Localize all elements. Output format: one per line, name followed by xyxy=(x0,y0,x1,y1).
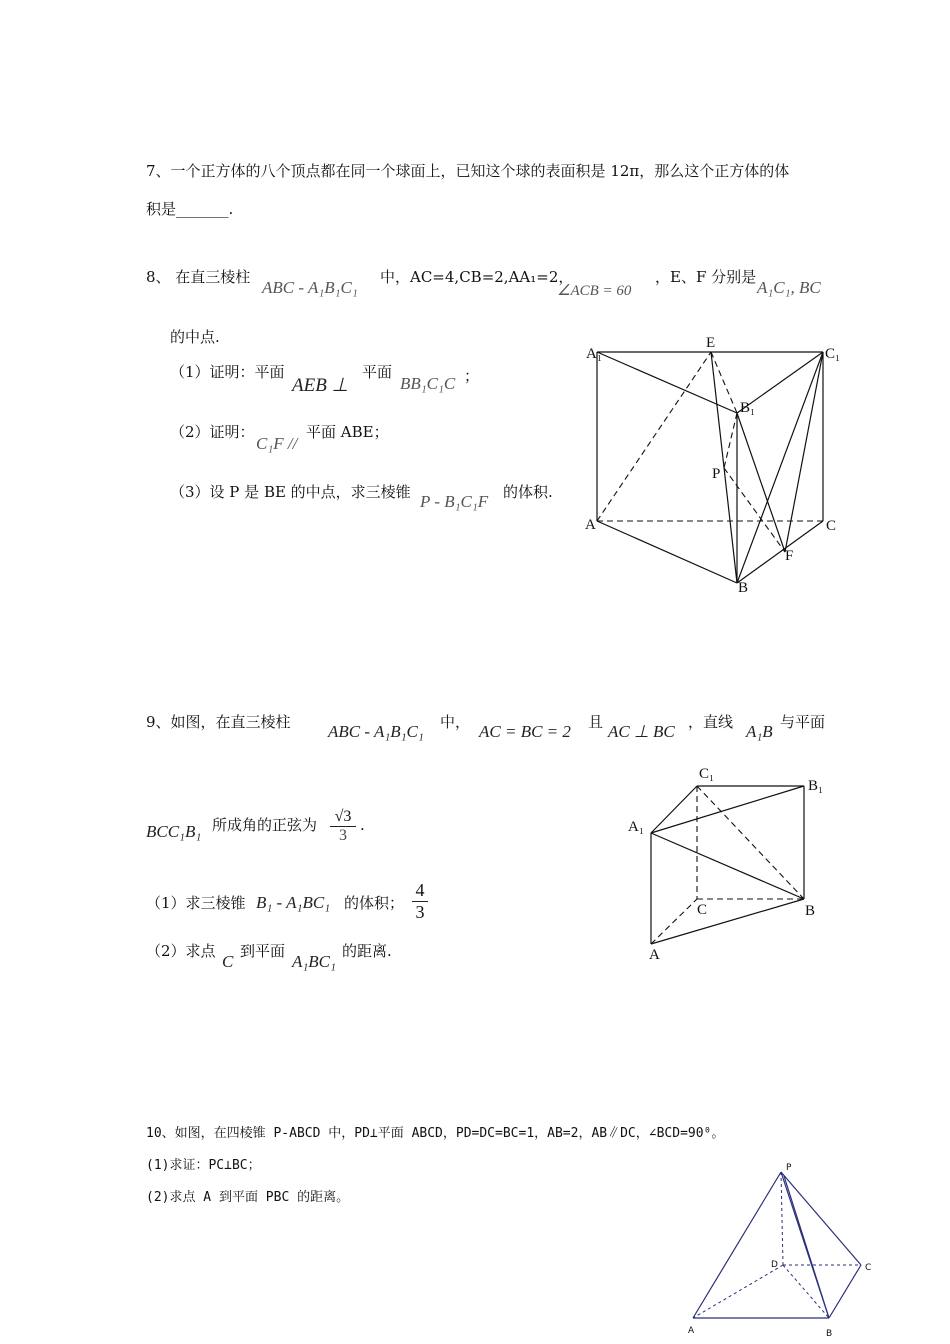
problem-8-q1-formula-2: BB₁C₁C xyxy=(400,374,456,393)
label-d-fig10: D xyxy=(771,1260,778,1270)
label-p: P xyxy=(712,466,721,482)
problem-8-angle-formula: ∠ACB = 60 xyxy=(557,283,632,299)
problem-7-line-1: 7、一个正方体的八个顶点都在同一个球面上，已知这个球的表面积是 12π，那么这个正方体的体 xyxy=(146,162,790,180)
label-c1: C₁ xyxy=(825,346,841,362)
problem-9-sine-text: 所成角的正弦为 xyxy=(212,816,318,834)
problem-8-intro-end: 的中点. xyxy=(170,328,220,346)
label-b1: B₁ xyxy=(740,400,756,416)
label-a1-fig9: A₁ xyxy=(628,819,645,835)
problem-9-perp-formula: AC ⊥ BC xyxy=(608,722,675,741)
problem-10-line-3: (2)求点 A 到平面 PBC 的距离。 xyxy=(146,1190,350,1205)
problem-9-line-formula: A₁B xyxy=(746,722,773,741)
problem-8-q3-end: 的体积. xyxy=(503,483,553,501)
sine-denominator: 3 xyxy=(330,826,356,845)
problem-9-q1-end: 的体积； xyxy=(344,894,405,912)
label-c-fig10: C xyxy=(865,1263,872,1273)
label-b-fig10: B xyxy=(826,1329,833,1339)
answer-denominator: 3 xyxy=(412,901,428,923)
problem-7-line-2: 积是_______. xyxy=(146,200,234,218)
problem-8-prism-formula: ABC - A₁B₁C₁ xyxy=(262,278,358,297)
problem-8-q2-label: （2）证明： xyxy=(170,423,255,441)
problem-9-plane-text: 与平面 xyxy=(780,713,826,731)
problem-9-q2-formula: A₁BC₁ xyxy=(292,952,336,971)
problem-8-midpoint-text: ，E、F 分别是 xyxy=(655,268,757,286)
problem-9-prism-formula: ABC - A₁B₁C₁ xyxy=(328,722,424,741)
problem-8-q1-end: ； xyxy=(464,367,480,385)
problem-10-line-2: (1)求证：PC⊥BC； xyxy=(146,1158,261,1173)
label-b: B xyxy=(738,580,749,596)
problem-9-cond-formula: AC = BC = 2 xyxy=(479,722,571,741)
problem-8-midpoint-formula: A₁C₁, BC xyxy=(757,278,821,297)
problem-8-q3-label: （3）设 P 是 BE 的中点，求三棱锥 xyxy=(170,483,411,501)
problem-8-q2-formula: C₁F // xyxy=(256,434,298,453)
problem-9-q2-end: 的距离. xyxy=(342,942,392,960)
problem-9-q2-label: （2）求点 xyxy=(146,942,216,960)
problem-8-intro: 8、 在直三棱柱 xyxy=(146,268,251,286)
problem-8-q3-formula: P - B₁C₁F xyxy=(420,492,489,511)
label-f: F xyxy=(785,548,794,564)
problem-9-period: . xyxy=(360,816,365,834)
problem-8-q1-label: （1）证明：平面 xyxy=(170,363,285,381)
problem-9-plane-formula: BCC₁B₁ xyxy=(146,822,202,841)
problem-10-line-1: 10、如图，在四棱锥 P-ABCD 中，PD⊥平面 ABCD，PD=DC=BC=1，AB=2，AB∥DC，∠BCD=90⁰。 xyxy=(146,1126,725,1141)
problem-9-given: 中， xyxy=(440,713,471,731)
problem-8-q2-plane: 平面 ABE； xyxy=(306,423,389,441)
problem-8-given: 中，AC=4,CB=2,AA₁=2， xyxy=(380,268,574,286)
problem-9-q1-label: （1）求三棱锥 xyxy=(146,894,246,912)
label-c-fig9: C xyxy=(697,902,708,918)
label-p-fig10: P xyxy=(786,1163,792,1173)
problem-8-q1-plane: 平面 xyxy=(362,363,393,381)
problem-8-q1-formula-1: AEB ⊥ xyxy=(292,375,349,396)
label-a1: A₁ xyxy=(586,346,603,362)
label-e: E xyxy=(706,335,716,351)
label-a-fig9: A xyxy=(649,947,660,963)
label-b-fig9: B xyxy=(805,903,816,919)
problem-9-q2-point: C xyxy=(222,952,234,971)
problem-9-q2-plane: 到平面 xyxy=(240,942,286,960)
label-b1-fig9: B₁ xyxy=(808,778,824,794)
label-a: A xyxy=(585,517,596,533)
label-c1-fig9: C₁ xyxy=(699,766,715,782)
problem-9-q1-formula: B₁ - A₁BC₁ xyxy=(256,893,331,912)
problem-9-line-text: ，直线 xyxy=(688,713,734,731)
problem-9-and: 且 xyxy=(588,713,604,731)
problem-9-intro: 9、如图，在直三棱柱 xyxy=(146,713,291,731)
label-c: C xyxy=(826,518,837,534)
label-a-fig10: A xyxy=(688,1326,695,1336)
answer-numerator: 4 xyxy=(415,880,425,900)
sine-numerator: √3 xyxy=(334,808,352,825)
